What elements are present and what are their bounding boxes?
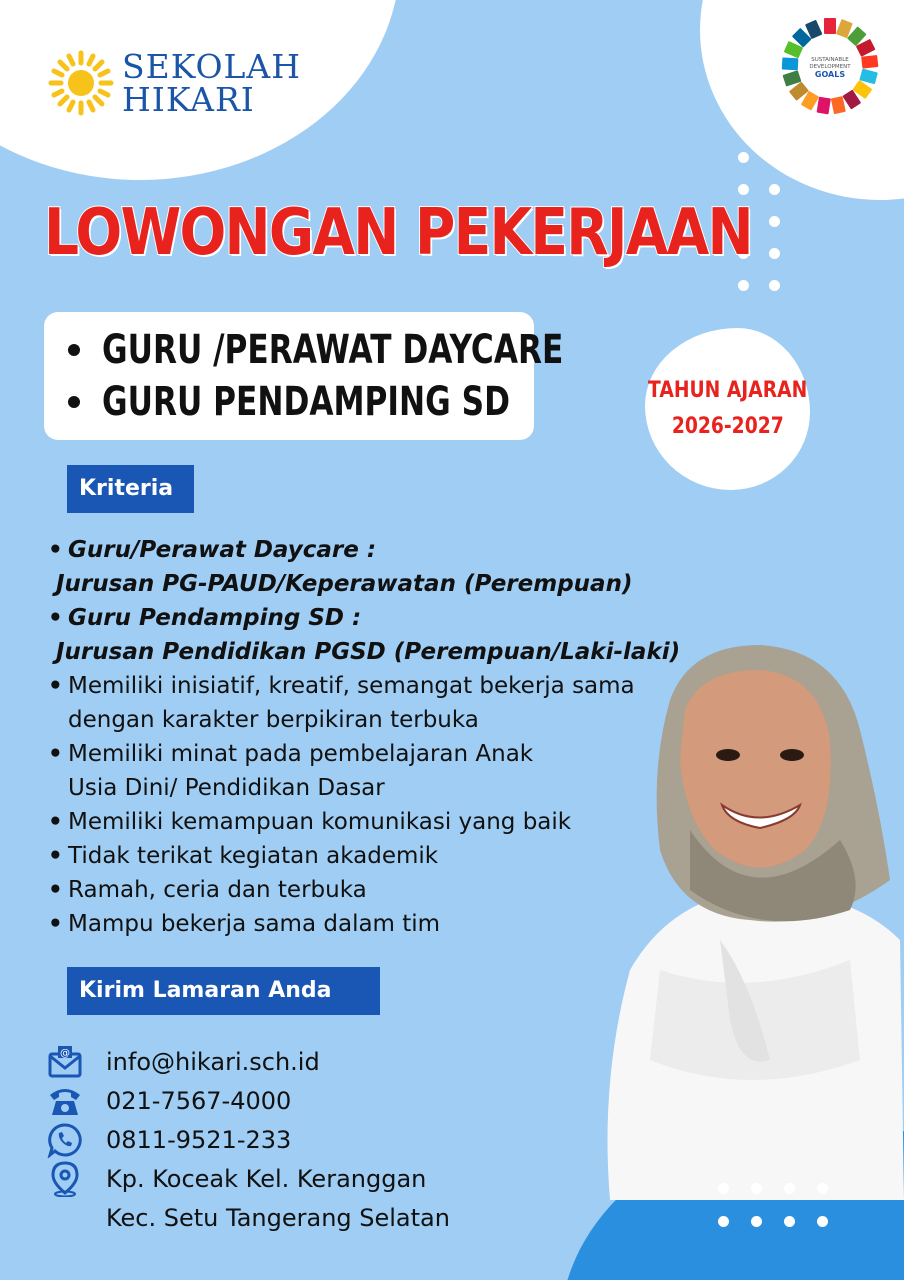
bullet-icon [68,344,80,356]
criteria-item: • Guru Pendamping SD : [48,601,688,635]
criteria-item: • Mampu bekerja sama dalam tim [48,907,688,941]
teacher-photo [600,640,904,1200]
email-icon [46,1043,84,1081]
sdg-text-line3: GOALS [814,70,846,79]
school-year-value: 2026-2027 [671,414,784,439]
bullet-icon [68,396,80,408]
contact-email [46,1042,450,1081]
address-line2: Kec. Setu Tangerang Selatan [106,1203,450,1232]
contact-address-cont [46,1198,450,1237]
criteria-item: • Guru/Perawat Daycare : [48,533,688,567]
criteria-item: • Tidak terikat kegiatan akademik [48,839,688,873]
position-label: GURU PENDAMPING SD [102,379,510,425]
contact-list [46,1042,450,1237]
school-name-line1: SEKOLAH [122,47,302,86]
criteria-item-cont: Jurusan PG-PAUD/Keperawatan (Perempuan) [56,571,633,597]
sun-icon [48,50,114,116]
criteria-item-cont: Jurusan Pendidikan PGSD (Perempuan/Laki-laki) [56,639,681,665]
telephone-icon [46,1082,84,1120]
criteria-item-cont: Usia Dini/ Pendidikan Dasar [68,775,385,801]
headline: LOWONGAN PEKERJAAN [44,196,752,270]
school-year-label: TAHUN AJARAN [647,378,808,403]
criteria-item: • Memiliki inisiatif, kreatif, semangat bekerja sama [48,669,688,703]
criteria-heading: Kriteria [67,465,194,513]
apply-heading: Kirim Lamaran Anda [67,967,380,1015]
location-pin-icon [46,1160,84,1198]
contact-phone [46,1081,450,1120]
svg-text:@: @ [60,1047,70,1059]
decor-dots-bottom-right [718,1183,828,1227]
whatsapp-icon [46,1121,84,1159]
sdg-text-line2: DEVELOPMENT [809,64,851,70]
school-logo [48,47,302,119]
contact-whatsapp [46,1120,450,1159]
position-item [68,376,534,428]
email-link[interactable]: info@hikari.sch.id [106,1047,320,1076]
school-year-badge [645,328,810,490]
whatsapp-link[interactable]: 0811-9521-233 [106,1125,292,1154]
criteria-item: • Ramah, ceria dan terbuka [48,873,688,907]
position-item [68,324,564,376]
address-line1: Kp. Koceak Kel. Keranggan [106,1164,427,1193]
school-name-line2: HIKARI [122,80,255,119]
criteria-list [48,533,688,941]
criteria-item: • Memiliki minat pada pembelajaran Anak [48,737,688,771]
phone-link[interactable]: 021-7567-4000 [106,1086,292,1115]
sdg-goals-wheel-icon [780,16,880,116]
school-name [122,47,302,119]
position-label: GURU /PERAWAT DAYCARE [102,327,564,373]
contact-address [46,1159,450,1198]
positions-card [44,312,564,440]
criteria-item-cont: dengan karakter berpikiran terbuka [68,707,479,733]
sdg-text-line1: SUSTAINABLE [811,57,849,63]
criteria-item: • Memiliki kemampuan komunikasi yang baik [48,805,688,839]
